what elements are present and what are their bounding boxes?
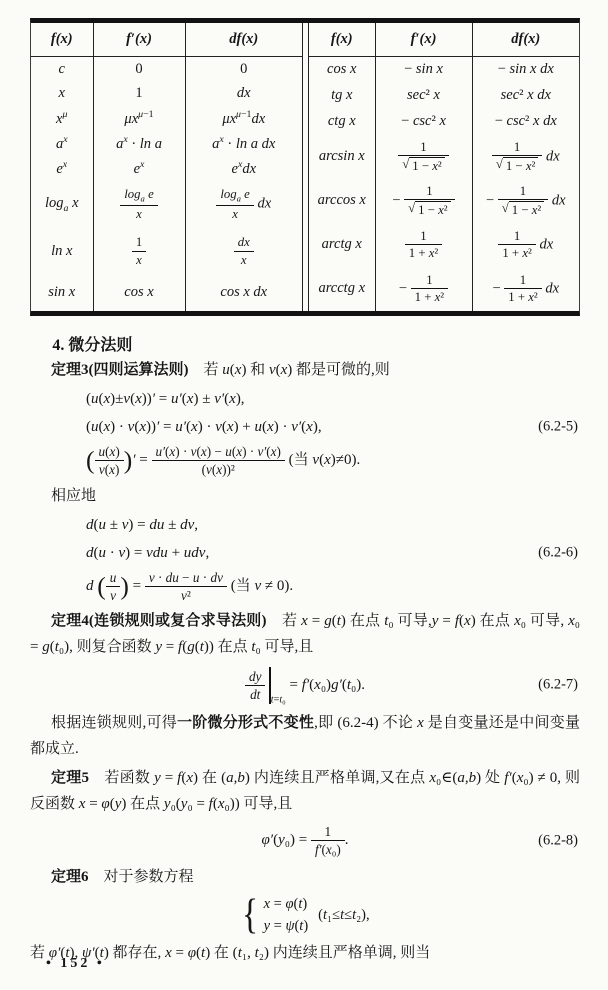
equation-block-6-2-5 — [30, 387, 580, 478]
equation-number: (6.2-6) — [538, 544, 578, 561]
table-cell: $\mu x^{\mu-1}$ — [93, 106, 185, 131]
table-cell: $e^x$ — [31, 156, 93, 181]
equation-line — [30, 387, 580, 411]
note-post: ,即 (6.2-4) 不论 x 是自变量还是中间变量都成立. — [30, 715, 580, 758]
table-row — [31, 131, 302, 156]
derivative-table-right — [309, 23, 579, 311]
chain-rule-note-para — [30, 710, 580, 763]
note-bold: 一阶微分形式不变性 — [176, 715, 315, 732]
equation-line — [30, 569, 580, 604]
theorem-6-label: 定理6 — [51, 869, 89, 886]
table-cell: $e^x$ — [93, 156, 185, 181]
table-cell: sec² x dx — [500, 87, 551, 104]
column-header: f(x) — [31, 23, 93, 57]
table-header-row — [31, 23, 302, 57]
table-row — [31, 81, 302, 106]
equation-line — [30, 415, 580, 439]
system-condition: (t₁≤t≤t₂), — [318, 906, 370, 923]
theorem-5-label: 定理5 — [51, 769, 89, 786]
table-row — [309, 109, 579, 135]
equation-number: (6.2-7) — [538, 676, 578, 693]
theorem-6-text: 对于参数方程 — [88, 869, 194, 886]
equation: $\frac{dy}{dt}$ $_{t =t _0}$ = f′(x₀)g′(t₀). — [245, 677, 365, 693]
table-cell: $\frac{1}{\text{1 + x²}}$ dx — [472, 223, 579, 267]
equation: (u(x)±v(x))′ = u′(x) ± v′(x), — [86, 391, 245, 408]
derivative-table-left — [31, 23, 302, 311]
table-cell: c — [31, 57, 93, 82]
table-cell: $e^xdx$ — [231, 159, 256, 178]
table-cell: − sin x dx — [497, 61, 554, 78]
correspondingly-text: 相应地 — [51, 487, 97, 504]
table-cell: cos x — [309, 57, 375, 83]
table-cell: x — [31, 81, 93, 106]
table-row — [309, 267, 579, 311]
equation-number: (6.2-5) — [538, 418, 578, 435]
table-cell: − $\frac{1}{\text{1 + x²}}$ dx — [492, 272, 560, 305]
table-cell: $\frac{\log_a e}{x}$ dx — [185, 181, 302, 228]
table-cell: − $\frac{1}{\text{1 + x²}}$ — [375, 267, 472, 311]
theorem-4-label: 定理4(连锁规则或复合求导法则) — [51, 613, 267, 630]
table-cell: $a^x \cdot \ln a$ — [93, 131, 185, 156]
note-pre: 根据连锁规则,可得 — [51, 715, 177, 732]
table-cell: cos x — [93, 275, 185, 311]
table-cell: $\frac{1}{x}$ — [93, 228, 185, 275]
column-header: f′(x) — [93, 23, 185, 57]
table-row — [309, 83, 579, 109]
table-cell: dx — [236, 85, 251, 102]
page-number: • 152 • — [46, 956, 105, 971]
theorem-6-continuation: 若 φ′(t), ψ′(t) 都存在, x = φ(t) 在 (t₁, t₂) 内连续且严格单调, 则当 — [30, 944, 431, 961]
table-cell: 0 — [93, 57, 185, 82]
table-cell: sec² x — [375, 83, 472, 109]
table-cell: arcctg x — [309, 267, 375, 311]
equation-block-6-2-6 — [30, 513, 580, 604]
equation-number: (6.2-8) — [538, 832, 578, 849]
system-lines — [264, 893, 309, 938]
table-cell: tg x — [309, 83, 375, 109]
equation-6-2-8 — [30, 823, 580, 858]
table-cell: − csc² x — [375, 109, 472, 135]
table-cell: $x^\mu$ — [31, 106, 93, 131]
theorem-3-label: 定理3(四则运算法则) — [51, 362, 189, 378]
equation-line — [30, 513, 580, 537]
table-header-row — [309, 23, 579, 57]
theorem-3-text: 若 u(x) 和 v(x) 都是可微的,则 — [188, 362, 390, 378]
table-cell: sin x — [31, 275, 93, 311]
table-row — [31, 228, 302, 275]
system-line-2: y = ψ(t) — [263, 918, 309, 935]
table-cell: arcsin x — [309, 135, 375, 179]
section-heading: 4. 微分法则 — [52, 337, 133, 354]
table-cell: − 1 √ 1 − x² dx — [485, 183, 566, 218]
table-cell: $\mu x^{\mu-1}dx$ — [222, 109, 266, 128]
column-header: df(x) — [472, 23, 579, 57]
table-cell: arccos x — [309, 179, 375, 223]
table-row — [31, 275, 302, 311]
theorem-3-para — [30, 357, 580, 383]
equation-6-2-7 — [30, 667, 580, 705]
table-cell: ctg x — [309, 109, 375, 135]
table-cell: − csc² x dx — [494, 113, 557, 130]
table-row — [31, 57, 302, 82]
brace-glyph: { — [242, 892, 259, 939]
equation: φ′(y₀) = $\frac{1}{\text{f′(x₀)}}$ . — [261, 824, 349, 858]
derivative-differential-table — [30, 18, 580, 316]
equation: d(u · v) = vdu + udv, — [86, 544, 210, 561]
table-cell: ln x — [31, 228, 93, 275]
table-cell: $\log_a x$ — [31, 181, 93, 228]
table-row — [309, 223, 579, 267]
table-row — [309, 179, 579, 223]
table-cell: − sin x — [375, 57, 472, 83]
table-row — [31, 106, 302, 131]
theorem-4-para — [30, 608, 580, 661]
theorem-5-text: 若函数 y = f(x) 在 (a,b) 内连续且严格单调,又在点 x₀∈(a,b) 处 f′(x₀) ≠ 0, 则反函数 x = φ(y) 在点 y₀(y₀ = f(x₀)) 可导,且 — [30, 769, 580, 812]
equation: (u(x) · v(x))′ = u′(x) · v(x) + u(x) · v′(x), — [86, 419, 322, 436]
equation-line — [30, 443, 580, 478]
table-cell: 1 √ 1 − x² dx — [472, 135, 579, 179]
equation: d(u ± v) = du ± dv, — [86, 516, 199, 533]
correspondingly-lead — [30, 483, 580, 509]
system-line-1: x = φ(t) — [263, 895, 308, 912]
table-row — [309, 57, 579, 83]
table-cell: $\frac{dx}{x}$ — [185, 228, 302, 275]
table-cell: cos x dx — [220, 284, 268, 301]
column-header: df(x) — [185, 23, 302, 57]
table-row — [309, 135, 579, 179]
theorem-4-text: 若 x = g(t) 在点 t₀ 可导,y = f(x) 在点 x₀ 可导, x₀ = g(t₀), 则复合函数 y = f(g(t)) 在点 t₀ 可导,且 — [30, 613, 580, 656]
equation-line — [30, 541, 580, 565]
parametric-equation-system — [30, 893, 580, 938]
table-cell: 1 √ 1 − x² — [375, 135, 472, 179]
table-cell: 1 — [93, 81, 185, 106]
table-row — [31, 156, 302, 181]
equation: d ( $\frac{u}{v}$ ) = $\frac{v \cdot du - u \cdot dv}{\text{v²}}$ (当 v ≠ 0). — [86, 569, 294, 603]
table-cell: $\frac{\log_a e}{x}$ — [93, 181, 185, 228]
table-row — [31, 181, 302, 228]
table-cell: $a^x \cdot \ln a$ dx — [212, 134, 276, 153]
table-cell: arctg x — [309, 223, 375, 267]
table-cell: $a^x$ — [31, 131, 93, 156]
table-cell: − 1 √ 1 − x² — [375, 179, 472, 223]
table-cell: $\frac{1}{\text{1 + x²}}$ — [375, 223, 472, 267]
table-divider — [302, 23, 309, 311]
equation: ( $\frac{u(x)}{v(x)}$ )′ = $\frac{u'(x) \cdot v(x) - u(x) \cdot v'(x)}{\text{(v(x))²}}$ (当 v(x)≠0). — [86, 444, 361, 478]
theorem-6-para — [30, 864, 580, 890]
column-header: f(x) — [309, 23, 375, 57]
theorem-5-para — [30, 765, 580, 818]
column-header: f′(x) — [375, 23, 472, 57]
table-cell: 0 — [240, 60, 248, 77]
